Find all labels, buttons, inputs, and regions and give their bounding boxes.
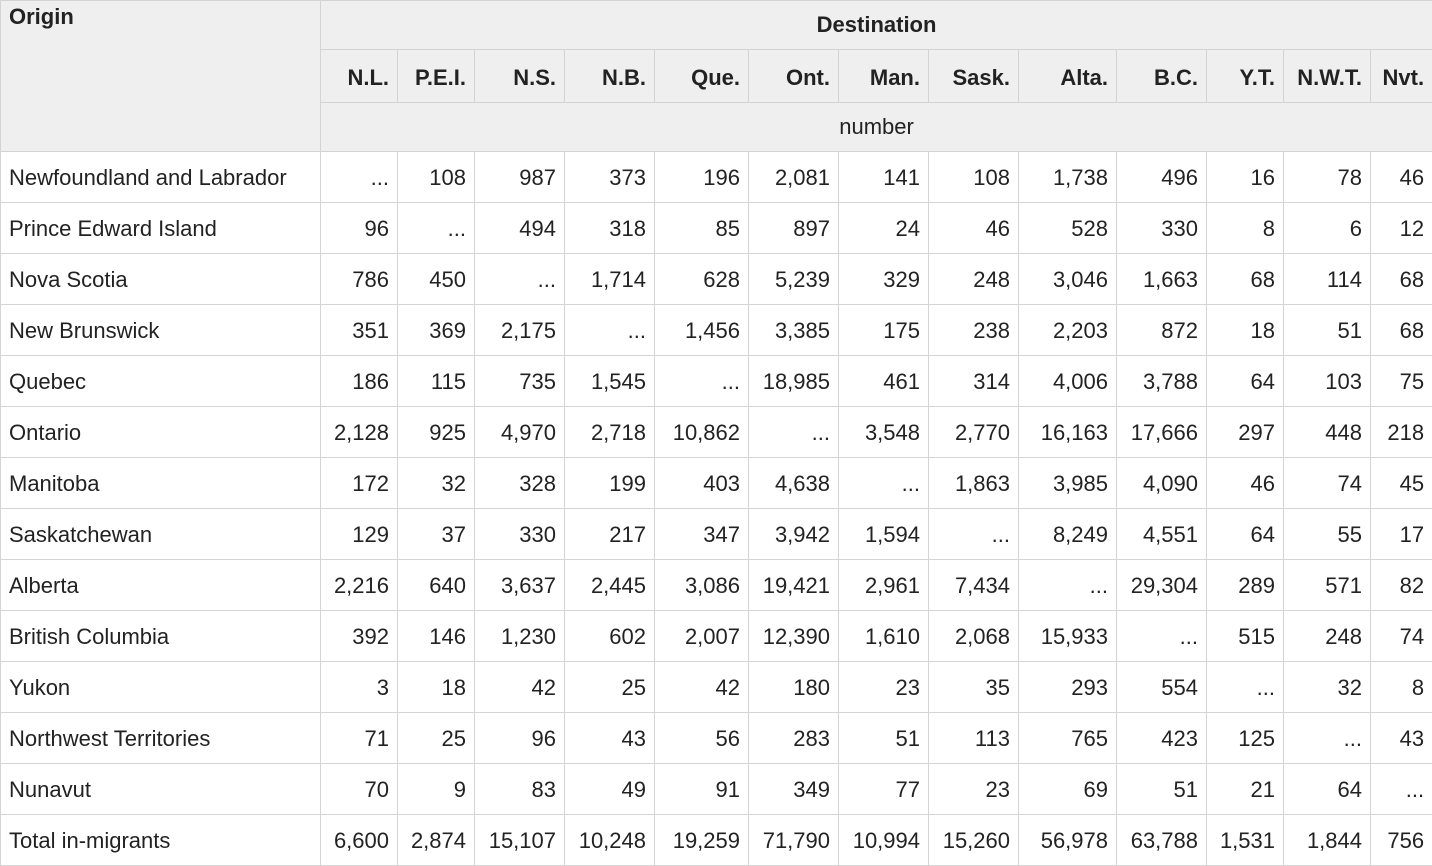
table-cell: 392	[321, 611, 398, 662]
table-cell: 46	[1371, 152, 1432, 203]
table-cell: 8	[1207, 203, 1284, 254]
table-cell: 628	[655, 254, 749, 305]
table-cell: 4,090	[1117, 458, 1207, 509]
table-cell: 329	[839, 254, 929, 305]
table-cell: 69	[1019, 764, 1117, 815]
table-cell: 314	[929, 356, 1019, 407]
table-cell: 3,788	[1117, 356, 1207, 407]
column-header: N.S.	[475, 50, 565, 103]
table-cell: 515	[1207, 611, 1284, 662]
table-cell: 318	[565, 203, 655, 254]
table-cell: 448	[1284, 407, 1371, 458]
table-cell: 3,985	[1019, 458, 1117, 509]
row-label: Nova Scotia	[1, 254, 321, 305]
table-cell: 23	[929, 764, 1019, 815]
table-cell: 125	[1207, 713, 1284, 764]
table-cell: 16,163	[1019, 407, 1117, 458]
table-cell: 18	[1207, 305, 1284, 356]
table-cell: 49	[565, 764, 655, 815]
table-cell: 175	[839, 305, 929, 356]
table-cell: 3,385	[749, 305, 839, 356]
table-cell: 108	[929, 152, 1019, 203]
table-row	[1, 407, 1432, 458]
table-cell: 8	[1371, 662, 1432, 713]
table-cell: 9	[398, 764, 475, 815]
table-cell: 19,259	[655, 815, 749, 866]
table-row	[1, 203, 1432, 254]
table-cell: 68	[1207, 254, 1284, 305]
table-cell: 74	[1371, 611, 1432, 662]
table-cell: 15,933	[1019, 611, 1117, 662]
table-cell: 2,874	[398, 815, 475, 866]
table-cell: 91	[655, 764, 749, 815]
table-cell: 32	[1284, 662, 1371, 713]
table-cell: ...	[749, 407, 839, 458]
table-cell: ...	[929, 509, 1019, 560]
table-cell: 113	[929, 713, 1019, 764]
table-cell: 528	[1019, 203, 1117, 254]
table-cell: 10,862	[655, 407, 749, 458]
table-cell: 602	[565, 611, 655, 662]
table-cell: 21	[1207, 764, 1284, 815]
table-cell: 82	[1371, 560, 1432, 611]
row-label: Yukon	[1, 662, 321, 713]
table-cell: 199	[565, 458, 655, 509]
table-cell: 83	[475, 764, 565, 815]
table-cell: 6,600	[321, 815, 398, 866]
table-cell: 8,249	[1019, 509, 1117, 560]
table-cell: 114	[1284, 254, 1371, 305]
table-cell: 146	[398, 611, 475, 662]
column-header: Y.T.	[1207, 50, 1284, 103]
table-cell: 46	[1207, 458, 1284, 509]
table-cell: 218	[1371, 407, 1432, 458]
table-row	[1, 254, 1432, 305]
row-label: Newfoundland and Labrador	[1, 152, 321, 203]
table-cell: 1,714	[565, 254, 655, 305]
table-cell: 63,788	[1117, 815, 1207, 866]
table-cell: 51	[1284, 305, 1371, 356]
table-cell: 349	[749, 764, 839, 815]
table-cell: 96	[475, 713, 565, 764]
table-cell: ...	[398, 203, 475, 254]
row-label: Northwest Territories	[1, 713, 321, 764]
table-cell: ...	[655, 356, 749, 407]
table-cell: 12	[1371, 203, 1432, 254]
table-cell: 1,663	[1117, 254, 1207, 305]
table-cell: 180	[749, 662, 839, 713]
table-cell: ...	[1207, 662, 1284, 713]
table-cell: 10,994	[839, 815, 929, 866]
table-cell: 74	[1284, 458, 1371, 509]
table-cell: ...	[321, 152, 398, 203]
table-cell: 186	[321, 356, 398, 407]
destination-header: Destination	[321, 1, 1432, 50]
table-cell: 172	[321, 458, 398, 509]
table-cell: 5,239	[749, 254, 839, 305]
table-cell: 494	[475, 203, 565, 254]
table-row	[1, 356, 1432, 407]
table-cell: 2,128	[321, 407, 398, 458]
row-label: Total in-migrants	[1, 815, 321, 866]
table-row	[1, 815, 1432, 866]
table-cell: 496	[1117, 152, 1207, 203]
table-cell: 71,790	[749, 815, 839, 866]
row-label: Ontario	[1, 407, 321, 458]
table-cell: 115	[398, 356, 475, 407]
table-cell: 347	[655, 509, 749, 560]
table-cell: 43	[1371, 713, 1432, 764]
table-cell: 46	[929, 203, 1019, 254]
table-cell: 4,638	[749, 458, 839, 509]
table-cell: 64	[1207, 509, 1284, 560]
table-cell: 2,718	[565, 407, 655, 458]
table-cell: 351	[321, 305, 398, 356]
table-cell: 2,216	[321, 560, 398, 611]
table-cell: 786	[321, 254, 398, 305]
table-row	[1, 560, 1432, 611]
table-cell: 330	[1117, 203, 1207, 254]
column-header: Alta.	[1019, 50, 1117, 103]
table-cell: 29,304	[1117, 560, 1207, 611]
table-row	[1, 611, 1432, 662]
row-label: Alberta	[1, 560, 321, 611]
table-cell: 3,086	[655, 560, 749, 611]
table-cell: 43	[565, 713, 655, 764]
table-cell: 3,637	[475, 560, 565, 611]
table-cell: 6	[1284, 203, 1371, 254]
table-row	[1, 152, 1432, 203]
table-cell: 141	[839, 152, 929, 203]
table-cell: 37	[398, 509, 475, 560]
table-cell: 1,545	[565, 356, 655, 407]
table-cell: 64	[1207, 356, 1284, 407]
table-cell: 2,068	[929, 611, 1019, 662]
table-cell: 75	[1371, 356, 1432, 407]
table-cell: 1,610	[839, 611, 929, 662]
table-cell: 55	[1284, 509, 1371, 560]
table-cell: 1,738	[1019, 152, 1117, 203]
table-cell: 3,046	[1019, 254, 1117, 305]
table-cell: 45	[1371, 458, 1432, 509]
table-cell: 423	[1117, 713, 1207, 764]
table-cell: 2,175	[475, 305, 565, 356]
table-cell: 56,978	[1019, 815, 1117, 866]
table-body	[1, 152, 1432, 866]
table-cell: 15,107	[475, 815, 565, 866]
table-cell: ...	[1284, 713, 1371, 764]
table-cell: 18	[398, 662, 475, 713]
table-cell: 12,390	[749, 611, 839, 662]
table-row	[1, 509, 1432, 560]
row-label: Saskatchewan	[1, 509, 321, 560]
column-header: Man.	[839, 50, 929, 103]
table-cell: ...	[475, 254, 565, 305]
table-cell: 283	[749, 713, 839, 764]
table-cell: 35	[929, 662, 1019, 713]
table-cell: 85	[655, 203, 749, 254]
table-cell: 77	[839, 764, 929, 815]
table-cell: ...	[839, 458, 929, 509]
table-cell: 103	[1284, 356, 1371, 407]
table-cell: ...	[1371, 764, 1432, 815]
table-cell: 897	[749, 203, 839, 254]
unit-label: number	[321, 103, 1432, 152]
table-cell: 96	[321, 203, 398, 254]
table-cell: 248	[929, 254, 1019, 305]
row-label: British Columbia	[1, 611, 321, 662]
table-cell: 32	[398, 458, 475, 509]
table-cell: 7,434	[929, 560, 1019, 611]
table-cell: 2,081	[749, 152, 839, 203]
table-cell: 756	[1371, 815, 1432, 866]
table-cell: 735	[475, 356, 565, 407]
table-cell: 4,006	[1019, 356, 1117, 407]
table-row	[1, 305, 1432, 356]
table-cell: 3	[321, 662, 398, 713]
table-cell: 554	[1117, 662, 1207, 713]
table-cell: 872	[1117, 305, 1207, 356]
row-label: Nunavut	[1, 764, 321, 815]
table-cell: 373	[565, 152, 655, 203]
table-cell: 2,770	[929, 407, 1019, 458]
table-cell: 42	[475, 662, 565, 713]
table-cell: 2,203	[1019, 305, 1117, 356]
table-row	[1, 764, 1432, 815]
column-header: Sask.	[929, 50, 1019, 103]
table-cell: 293	[1019, 662, 1117, 713]
table-row	[1, 713, 1432, 764]
table-cell: 18,985	[749, 356, 839, 407]
column-header: N.B.	[565, 50, 655, 103]
table-cell: 1,844	[1284, 815, 1371, 866]
origin-header: Origin	[1, 1, 321, 152]
table-cell: 1,594	[839, 509, 929, 560]
table-cell: 25	[398, 713, 475, 764]
table-cell: 17,666	[1117, 407, 1207, 458]
column-header: Nvt.	[1371, 50, 1432, 103]
table-cell: 24	[839, 203, 929, 254]
column-header: Ont.	[749, 50, 839, 103]
table-cell: 23	[839, 662, 929, 713]
row-label: Prince Edward Island	[1, 203, 321, 254]
table-cell: 1,456	[655, 305, 749, 356]
column-header: N.L.	[321, 50, 398, 103]
table-cell: 2,961	[839, 560, 929, 611]
table-cell: 64	[1284, 764, 1371, 815]
table-cell: 765	[1019, 713, 1117, 764]
table-cell: 19,421	[749, 560, 839, 611]
table-cell: 15,260	[929, 815, 1019, 866]
table-cell: 51	[1117, 764, 1207, 815]
table-cell: 42	[655, 662, 749, 713]
row-label: New Brunswick	[1, 305, 321, 356]
column-header: N.W.T.	[1284, 50, 1371, 103]
column-header: Que.	[655, 50, 749, 103]
table-cell: 403	[655, 458, 749, 509]
table-cell: 17	[1371, 509, 1432, 560]
table-cell: 330	[475, 509, 565, 560]
table-cell: 3,548	[839, 407, 929, 458]
table-cell: 461	[839, 356, 929, 407]
table-cell: 4,551	[1117, 509, 1207, 560]
table-cell: 987	[475, 152, 565, 203]
table-cell: 248	[1284, 611, 1371, 662]
table-row	[1, 458, 1432, 509]
row-label: Quebec	[1, 356, 321, 407]
table-cell: 217	[565, 509, 655, 560]
table-cell: 450	[398, 254, 475, 305]
table-cell: 25	[565, 662, 655, 713]
table-cell: 1,531	[1207, 815, 1284, 866]
row-label: Manitoba	[1, 458, 321, 509]
table-cell: ...	[565, 305, 655, 356]
table-cell: 51	[839, 713, 929, 764]
column-header: B.C.	[1117, 50, 1207, 103]
table-cell: 640	[398, 560, 475, 611]
table-cell: 1,230	[475, 611, 565, 662]
table-cell: 56	[655, 713, 749, 764]
table-cell: 71	[321, 713, 398, 764]
table-row	[1, 662, 1432, 713]
table-cell: 2,007	[655, 611, 749, 662]
table-cell: 70	[321, 764, 398, 815]
table-cell: 297	[1207, 407, 1284, 458]
table-cell: 10,248	[565, 815, 655, 866]
table-cell: 129	[321, 509, 398, 560]
table-cell: 3,942	[749, 509, 839, 560]
table-cell: 68	[1371, 254, 1432, 305]
table-cell: ...	[1019, 560, 1117, 611]
table-cell: 196	[655, 152, 749, 203]
table-cell: 78	[1284, 152, 1371, 203]
table-cell: 289	[1207, 560, 1284, 611]
table-cell: 68	[1371, 305, 1432, 356]
table-cell: 925	[398, 407, 475, 458]
table-cell: 369	[398, 305, 475, 356]
table-cell: 108	[398, 152, 475, 203]
table-cell: 2,445	[565, 560, 655, 611]
table-cell: 238	[929, 305, 1019, 356]
table-cell: 16	[1207, 152, 1284, 203]
table-cell: ...	[1117, 611, 1207, 662]
table-cell: 1,863	[929, 458, 1019, 509]
table-cell: 571	[1284, 560, 1371, 611]
table-cell: 4,970	[475, 407, 565, 458]
column-header: P.E.I.	[398, 50, 475, 103]
table-cell: 328	[475, 458, 565, 509]
